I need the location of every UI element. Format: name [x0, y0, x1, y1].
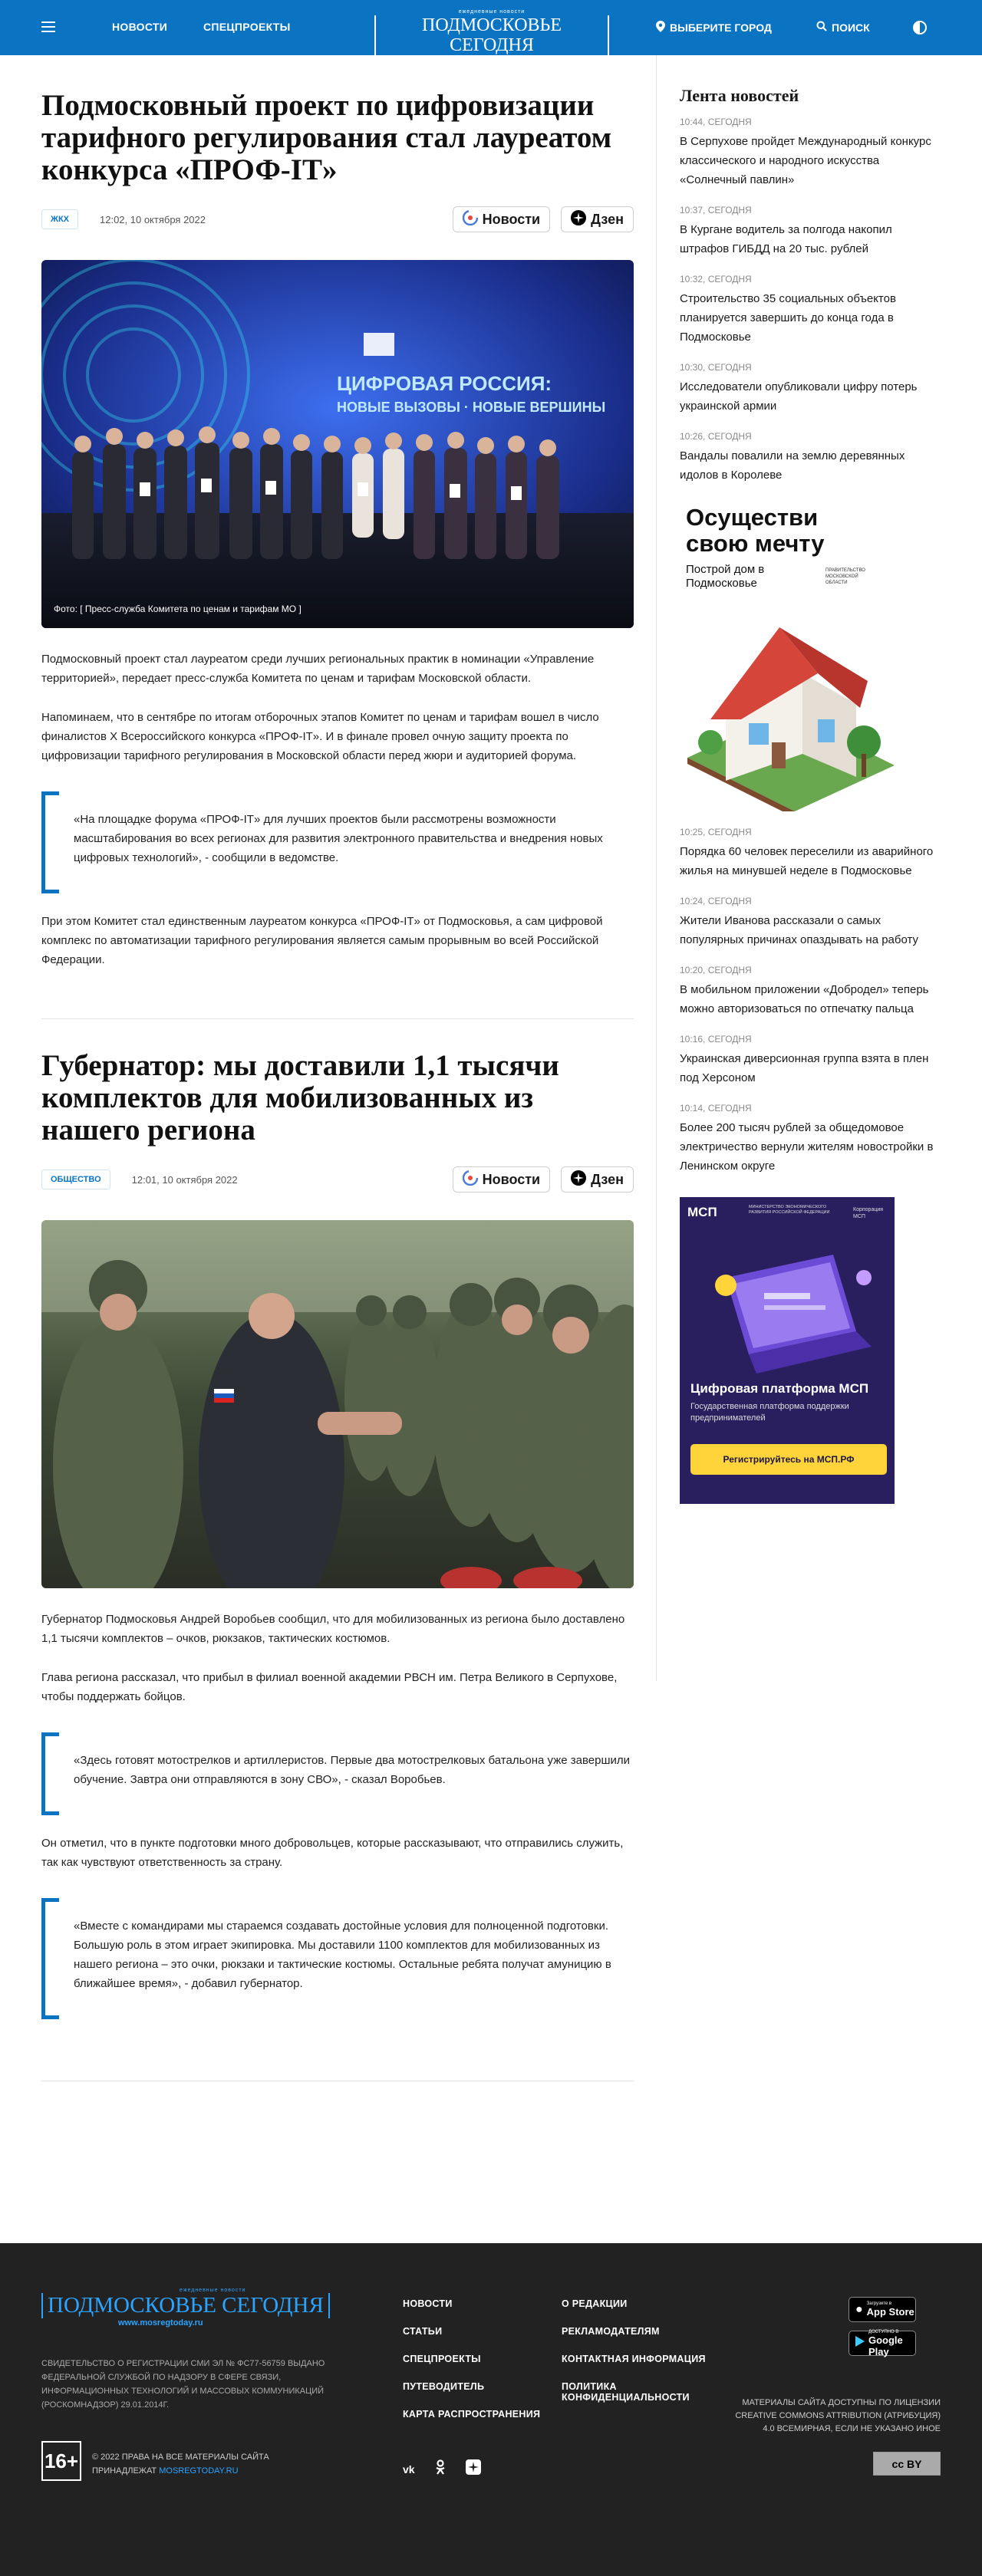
- logo-title: ПОДМОСКОВЬЕ СЕГОДНЯ: [374, 15, 609, 55]
- search-label: ПОИСК: [832, 21, 870, 34]
- dzen-label: Дзен: [591, 1171, 624, 1187]
- footer-link[interactable]: СТАТЬИ: [403, 2326, 443, 2337]
- age-rating-badge: 16+: [41, 2441, 81, 2481]
- news-feed-item[interactable]: [680, 1103, 941, 1176]
- footer-link[interactable]: КАРТА РАСПРОСТРАНЕНИЯ: [403, 2409, 541, 2420]
- article-tag[interactable]: ОБЩЕСТВО: [41, 1170, 110, 1189]
- article-quote: [41, 791, 634, 886]
- news-feed-item[interactable]: [680, 896, 941, 949]
- copyright-link[interactable]: MOSREGTODAY.RU: [159, 2466, 239, 2476]
- odnoklassniki-icon[interactable]: [435, 2459, 446, 2479]
- apple-icon: ●: [855, 2302, 863, 2316]
- msp-ministry: МИНИСТЕРСТВО ЭКОНОМИЧЕСКОГО РАЗВИТИЯ РОССИЙСКОЙ ФЕДЕРАЦИИ: [749, 1205, 830, 1215]
- city-selector[interactable]: [656, 21, 772, 35]
- footer-nav-column-1: [403, 2298, 540, 2436]
- footer-link[interactable]: ПОЛИТИКА КОНФИДЕНЦИАЛЬНОСТИ: [562, 2381, 690, 2403]
- news-feed-time: 10:32, СЕГОДНЯ: [680, 274, 752, 285]
- footer-link[interactable]: КОНТАКТНАЯ ИНФОРМАЦИЯ: [562, 2354, 706, 2364]
- article-quote: [41, 1898, 634, 2012]
- app-store-label: App Store: [866, 2306, 914, 2318]
- news-feed-time: 10:16, СЕГОДНЯ: [680, 1034, 752, 1045]
- main-content: [41, 55, 634, 2081]
- news-feed-headline: Более 200 тысяч рублей за общедомовое электричество вернули жителям новостройки в Ленинском округе: [680, 1121, 934, 1173]
- search-icon: [816, 21, 827, 34]
- yandex-news-label: Новости: [482, 1171, 541, 1187]
- footer-logo-url: www.mosregtoday.ru: [118, 2318, 203, 2328]
- footer-logo[interactable]: [41, 2288, 333, 2328]
- news-feed-headline: Украинская диверсионная группа взята в плен под Херсоном: [680, 1052, 929, 1084]
- news-feed-time: 10:14, СЕГОДНЯ: [680, 1103, 752, 1114]
- news-feed-item[interactable]: [680, 1034, 941, 1087]
- nav-news[interactable]: НОВОСТИ: [112, 21, 168, 33]
- news-feed-time: 10:20, СЕГОДНЯ: [680, 965, 752, 975]
- news-feed-item[interactable]: [680, 827, 941, 880]
- logo-url: www.mosregtoday.ru: [456, 55, 527, 63]
- news-feed-item[interactable]: [680, 205, 941, 258]
- location-pin-icon: [656, 21, 665, 35]
- msp-subtitle: Государственная платформа поддержки предпринимателей: [690, 1402, 849, 1423]
- article-date: 12:01, 10 октября 2022: [131, 1173, 238, 1186]
- stage-screen-subtitle: НОВЫЕ ВЫЗОВЫ · НОВЫЕ ВЕРШИНЫ: [337, 400, 606, 415]
- laptop-illustration: [680, 1232, 895, 1385]
- app-store-button[interactable]: [849, 2297, 916, 2322]
- dzen-label: Дзен: [591, 211, 624, 227]
- creative-commons-badge[interactable]: cc BY: [873, 2452, 941, 2476]
- news-feed-list: [680, 117, 941, 485]
- google-play-icon: [855, 2336, 865, 2351]
- search-button[interactable]: [816, 21, 870, 34]
- article-2: [41, 1019, 634, 2012]
- google-play-small-label: ДОСТУПНО В: [868, 2329, 899, 2334]
- ad-banner-house[interactable]: [680, 505, 895, 811]
- news-feed-time: 10:37, СЕГОДНЯ: [680, 205, 752, 215]
- yandex-news-label: Новости: [482, 211, 541, 227]
- google-play-label: Google Play: [868, 2334, 903, 2357]
- news-feed-time: 10:26, СЕГОДНЯ: [680, 431, 752, 442]
- article-paragraph: Подмосковный проект стал лауреатом среди лучших региональных практик в номинации «Управление территорией», передает пресс-служба Комитета по ценам и тарифам Московской области.: [41, 653, 595, 685]
- news-feed-item[interactable]: [680, 117, 941, 189]
- article-photo: [41, 1220, 634, 1588]
- news-feed-headline: Строительство 35 социальных объектов планируется завершить до конца года в Подмосковье: [680, 292, 896, 344]
- msp-logo: МСП: [687, 1205, 717, 1219]
- news-feed-item[interactable]: [680, 431, 941, 485]
- ad-subheadline: Построй дом в Подмосковье: [686, 563, 765, 590]
- stage-screen-title: ЦИФРОВАЯ РОССИЯ:: [337, 372, 552, 395]
- footer-link[interactable]: СПЕЦПРОЕКТЫ: [403, 2354, 481, 2364]
- quote-text: «Вместе с командирами мы стараемся создавать достойные условия для полноценной подготовки. Большую роль в этом играет экипировка. Мы доставили 1100 комплектов для мобилизованных из нашего региона – это очки, рюкзаки и тактические костюмы. Остальные ребята получат амуницию в ближайшее время», - добавил губернатор.: [74, 1920, 611, 1990]
- footer-logo-tagline: ежедневные новости: [180, 2288, 246, 2293]
- quote-text: «На площадке форума «ПРОФ-IT» для лучших проектов были рассмотрены возможности масштабирования во всех регионах для развития электронного правительства и внедрения новых цифровых технологий», - сообщили в ведомстве.: [74, 813, 603, 864]
- news-feed-sidebar: [656, 55, 941, 1681]
- news-feed-time: 10:25, СЕГОДНЯ: [680, 827, 752, 837]
- yandex-news-button[interactable]: [453, 1166, 550, 1193]
- site-header: [0, 0, 982, 63]
- article-1: [41, 55, 634, 969]
- menu-icon[interactable]: [41, 21, 55, 32]
- dzen-button[interactable]: [561, 1166, 634, 1193]
- social-links: [403, 2459, 481, 2479]
- footer-link[interactable]: НОВОСТИ: [403, 2298, 453, 2309]
- yandex-news-button[interactable]: [453, 206, 550, 232]
- article-paragraph: Губернатор Подмосковья Андрей Воробьев сообщил, что для мобилизованных из региона было доставлено 1,1 тысячи комплектов – очков, рюкзаков, тактических костюмов.: [41, 1613, 625, 1645]
- article-title: Подмосковный проект по цифровизации тарифного регулирования стал лауреатом конкурса «ПРОФ-IT»: [41, 89, 612, 186]
- article-date: 12:02, 10 октября 2022: [100, 213, 206, 225]
- site-footer: [0, 2243, 982, 2576]
- news-feed-headline: Жители Иванова рассказали о самых популярных причинах опаздывать на работу: [680, 914, 919, 946]
- msp-corporation: Корпорация МСП: [853, 1207, 884, 1219]
- news-feed-headline: Вандалы повалили на землю деревянных идолов в Королеве: [680, 449, 905, 482]
- ad-banner-msp[interactable]: [680, 1197, 895, 1504]
- article-tag[interactable]: ЖКХ: [41, 209, 78, 229]
- nav-special-projects[interactable]: СПЕЦПРОЕКТЫ: [203, 21, 291, 33]
- yandex-news-icon: [463, 1170, 478, 1189]
- article-meta: [41, 206, 634, 232]
- house-illustration: [680, 589, 895, 811]
- news-feed-time: 10:30, СЕГОДНЯ: [680, 362, 752, 373]
- news-feed-list: [680, 827, 941, 1176]
- ad-government-label: ПРАВИТЕЛЬСТВО МОСКОВСКОЙ ОБЛАСТИ: [825, 568, 865, 585]
- footer-link[interactable]: РЕКЛАМОДАТЕЛЯМ: [562, 2326, 660, 2337]
- article-quote: [41, 1732, 634, 1808]
- article-paragraph: При этом Комитет стал единственным лауреатом конкурса «ПРОФ-IT» от Подмосковья, а сам цифровой комплекс по автоматизации тарифного регулирования является самым прорывным во всей Российской Федерации.: [41, 915, 603, 966]
- city-selector-label: ВЫБЕРИТЕ ГОРОД: [670, 21, 772, 34]
- msp-title: Цифровая платформа МСП: [690, 1381, 869, 1396]
- dzen-button[interactable]: [561, 206, 634, 232]
- photo-caption: Фото: [ Пресс-служба Комитета по ценам и тарифам МО ]: [54, 604, 302, 614]
- news-feed-item[interactable]: [680, 362, 941, 416]
- news-feed-headline: В Серпухове пройдет Международный конкурс классического и народного искусства «Солнечный павлин»: [680, 135, 931, 186]
- article-paragraph: Глава региона рассказал, что прибыл в филиал военной академии РВСН им. Петра Великого в Серпухове, чтобы поддержать бойцов.: [41, 1671, 618, 1703]
- google-play-button[interactable]: [849, 2331, 916, 2356]
- share-buttons: [453, 1166, 634, 1193]
- news-feed-headline: Порядка 60 человек переселили из аварийного жилья на минувшей неделе в Подмосковье: [680, 845, 934, 877]
- news-feed-time: 10:24, СЕГОДНЯ: [680, 896, 752, 906]
- footer-link[interactable]: О РЕДАКЦИИ: [562, 2298, 628, 2309]
- logo-tagline: ежедневные новости: [458, 9, 526, 15]
- article-paragraph: Он отметил, что в пункте подготовки много добровольцев, которые рассказывают, что отправились служить, так как чувствуют ответственность за страну.: [41, 1837, 624, 1869]
- news-feed-headline: В мобильном приложении «Добродел» теперь можно авторизоваться по отпечатку пальца: [680, 983, 929, 1015]
- dzen-icon: [571, 1170, 586, 1189]
- yandex-news-icon: [463, 210, 478, 229]
- news-feed-time: 10:44, СЕГОДНЯ: [680, 117, 752, 127]
- license-text: МАТЕРИАЛЫ САЙТА ДОСТУПНЫ ПО ЛИЦЕНЗИИ CREATIVE COMMONS ATTRIBUTION (АТРИБУЦИЯ) 4.0 ВСЕМИРНАЯ, ЕСЛИ НЕ УКАЗАНО ИНОЕ: [735, 2398, 941, 2433]
- article-paragraph: Напоминаем, что в сентябре по итогам отборочных этапов Комитет по ценам и тарифам вошел в число финалистов X Всероссийского конкурса «ПРОФ-IT». И в финале провел очную защиту проекта по цифровизации тарифного регулирования в Московской области перед жюри и аудиторией форума.: [41, 711, 599, 762]
- footer-copyright: [92, 2450, 322, 2478]
- footer-link[interactable]: ПУТЕВОДИТЕЛЬ: [403, 2381, 485, 2392]
- copyright-text: © 2022 ПРАВА НА ВСЕ МАТЕРИАЛЫ САЙТА ПРИНАДЛЕЖАТ: [92, 2453, 269, 2476]
- news-feed-headline: Исследователи опубликовали цифру потерь украинской армии: [680, 380, 918, 413]
- dzen-icon[interactable]: [466, 2459, 481, 2479]
- article-title: Губернатор: мы доставили 1,1 тысячи комплектов для мобилизованных из нашего региона: [41, 1049, 559, 1147]
- dzen-icon: [571, 210, 586, 229]
- msp-cta-button[interactable]: Регистрируйтесь на МСП.РФ: [690, 1444, 887, 1475]
- ad-headline: Осуществи свою мечту: [686, 505, 825, 557]
- footer-logo-title: ПОДМОСКОВЬЕ СЕГОДНЯ: [41, 2293, 330, 2318]
- article-photo: [41, 260, 634, 628]
- footer-legal: СВИДЕТЕЛЬСТВО О РЕГИСТРАЦИИ СМИ ЭЛ № ФС77-56759 ВЫДАНО ФЕДЕРАЛЬНОЙ СЛУЖБОЙ ПО НАДЗОРУ В СФЕРЕ СВЯЗИ, ИНФОРМАЦИОННЫХ ТЕХНОЛОГИЙ И МАССОВЫХ КОММУНИКАЦИЙ (РОСКОМНАДЗОР) 29.01.2014Г.: [41, 2359, 325, 2410]
- footer-nav-column-2: [562, 2298, 715, 2420]
- share-buttons: [453, 206, 634, 232]
- site-logo[interactable]: [374, 9, 609, 63]
- vk-icon[interactable]: vk: [403, 2462, 415, 2476]
- quote-text: «Здесь готовят мотострелков и артиллеристов. Первые два мотострелковых батальона уже завершили обучение. Завтра они отправляются в зону СВО», - сказал Воробьев.: [74, 1754, 631, 1786]
- theme-toggle-icon[interactable]: [913, 21, 927, 35]
- news-feed-headline: В Кургане водитель за полгода накопил штрафов ГИБДД на 20 тыс. рублей: [680, 223, 892, 255]
- app-store-small-label: Загрузите в: [866, 2301, 892, 2306]
- news-feed-item[interactable]: [680, 965, 941, 1018]
- news-feed-item[interactable]: [680, 274, 941, 347]
- article-meta: [41, 1166, 634, 1193]
- news-feed-title: Лента новостей: [680, 86, 799, 105]
